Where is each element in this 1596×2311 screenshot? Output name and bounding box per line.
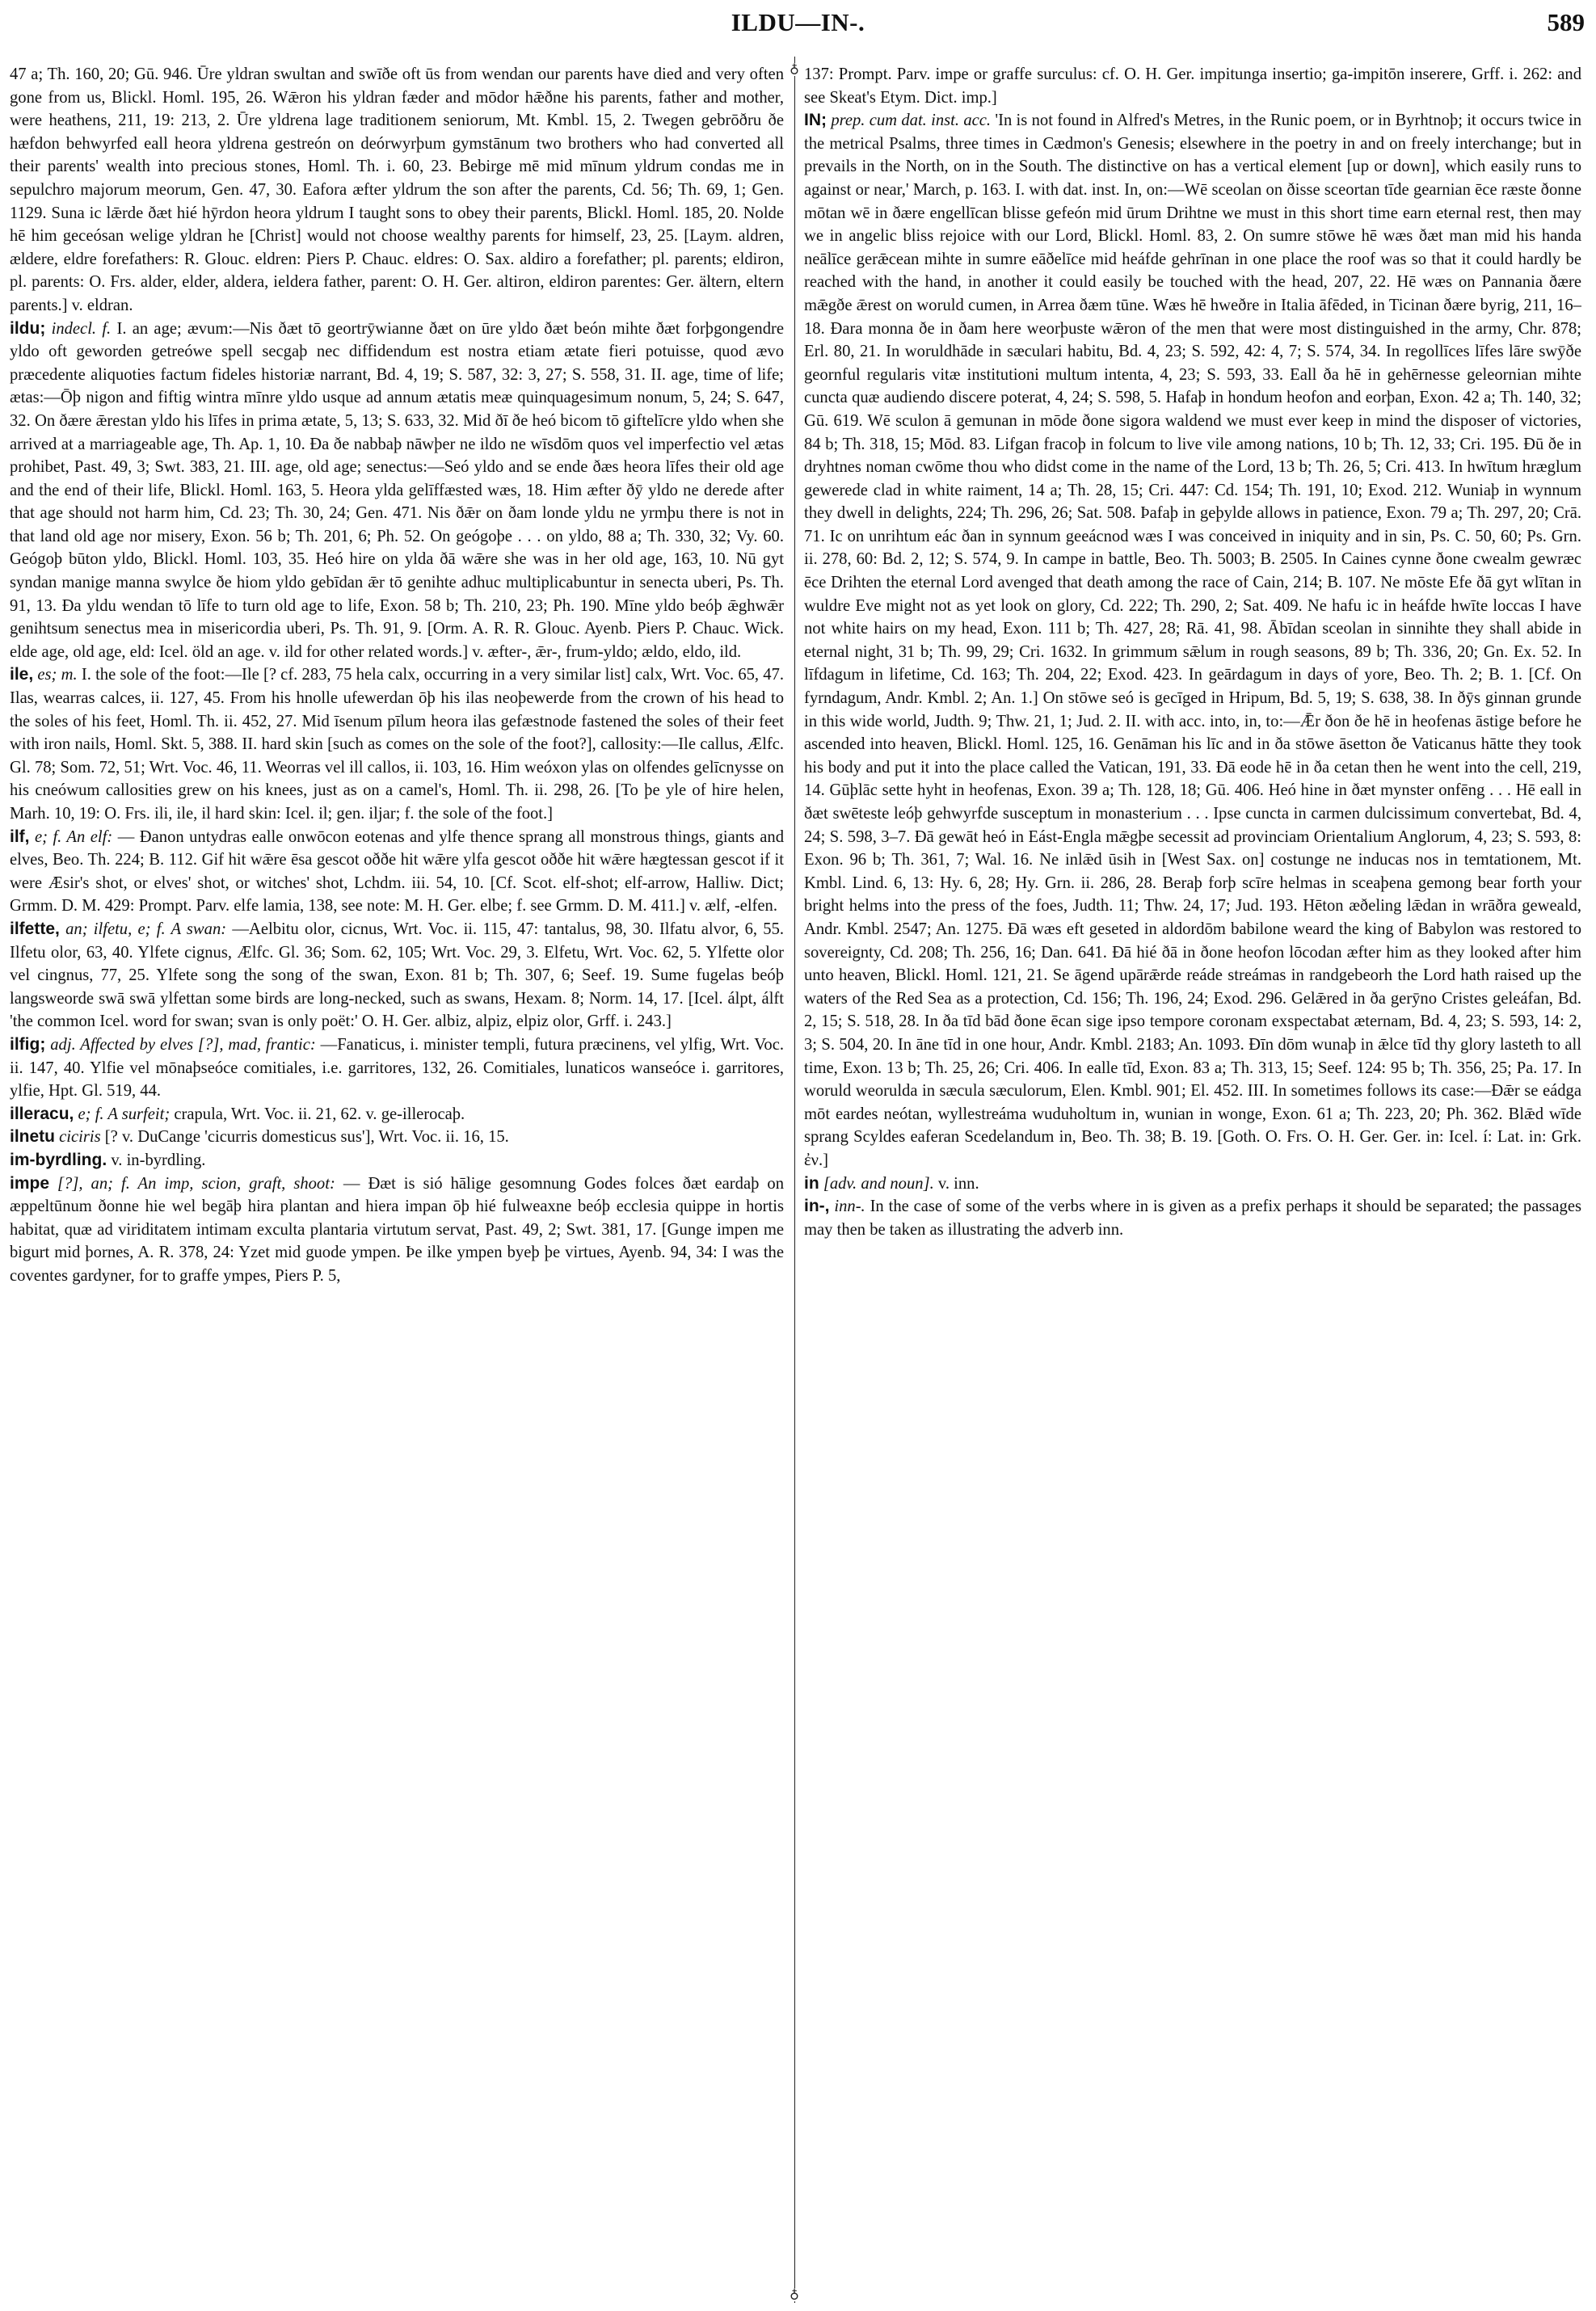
entry-grammar: es; m.: [37, 666, 78, 684]
entry-headword: IN;: [804, 111, 827, 130]
entry-grammar: prep. cum dat. inst. acc.: [831, 112, 992, 130]
dictionary-entry: [804, 109, 1581, 1172]
entry-grammar: e; f. An elf:: [34, 827, 113, 846]
entry-definition: 'In is not found in Alfred's Metres, in the Runic poem, or in Byrhtnoþ; it occurs twice in the metrical Psalms, three times in Cædmon's Genesis; elsewhere in the poetry in and on freely interchange; but in prevails in the North, on in the South. The distinctive on has a vertical element [up or down], which easily runs to against or near,' March, p. 163. I. with dat. inst. In, on:—Wē sceolan on ðisse sceortan tīde gearnian ēce ræste ðonne mōtan wē in ðære engellīcan blisse gefeón mid ūrum Drihtne we must in this short time earn eternal rest, then may we in angelic bliss rejoice with our Lord, Blickl. Homl. 83, 2. On sumre stōwe hē wæs ðæt man mid his handa neālīce gerǣcean mihte in sumre eāðelīce mid heáfde gehrīnan in one place the roof was so that it could hardly be reached with the hand, in another it could easily be touched with the head, 207, 22. Hē wæs on Pannania ðære mǣgðe ǣrest on woruld cumen, in Arrea ðæm tūne. Wæs hē hweðre in Italia āfēded, in Ticinan ðære byrig, 211, 16–18. Ðara monna ðe in ðam here weorþuste wǣron of the men that were most distinguished in the army, Chr. 878; Erl. 80, 21. In woruldhāde in sæculari habitu, Bd. 4, 23; S. 592, 42: 4, 7; S. 574, 34. In regollīces līfes lāre swȳðe geornful regularis vitæ institutioni multum intenta, 4, 23; S. 593, 33. Eall ða hē in gehērnesse geleornian mihte cuncta quæ audiendo discere poterat, 4, 24; S. 598, 5. Hafaþ in hondum heofon and eorþan, Exon. 42 a; Th. 140, 32; Gū. 619. Wē sculon ā gemunan in mōde ðone sigora waldend we must ever keep in mind the disposer of victories, 84 b; Th. 318, 15; Mōd. 83. Lifgan fracoþ in folcum to live vile among nations, 10 b; Th. 12, 33; Cri. 195. Ðū ðe in dryhtnes noman cwōme thou who didst come in the name of the Lord, 13 b; Th. 26, 5; Cri. 413. In hwītum hræglum gewerede clad in white raiment, 14 a; Th. 28, 15; Cri. 447: Cd. 154; Th. 191, 10; Exod. 212. Wuniaþ in wynnum they dwell in delights, 224; Th. 296, 26; Sat. 508. Þafaþ in geþylde allows in patience, Exon. 79 a; Th. 297, 20; Crā. 71. Ic on unrihtum eác ðan in synnum geeácnod wæs I was conceived in iniquity and in sin, Ps. C. 50, 60; Ps. Grn. ii. 278, 60: Bd. 2, 12; S. 574, 9. In campe in battle, Beo. Th. 5003; B. 2505. In Caines cynne ðone cwealm gewræc ēce Drihten the eternal Lord avenged that death among the race of Cain, 214; B. 107. Ne mōste Efe ðā gyt wlītan in wuldre Eve might not as yet look on glory, Cd. 222; Th. 290, 2; Sat. 409. Ne hafu ic in heáfde hwīte loccas I have not white hairs on my head, Exon. 111 b; Th. 427, 28; Rā. 41, 98. Ābīdan sceolan in sinnihte they shall abide in eternal night, 31 b; Th. 99, 29; Cri. 1632. In grimmum sǣlum in rough seasons, 89 b; Th. 336, 20; Gn. Ex. 52. In līfdagum in lifetime, Cd. 163; Th. 204, 22; Exod. 423. In geārdagum in days of yore, Beo. Th. 2; B. 1. [Cf. On fyrndagum, Andr. Kmbl. 2; An. 1.] On stōwe seó is gecīged in Hripum, Bd. 5, 19; S. 638, 38. In ðȳs ginnan grunde in this wide world, Judth. 9; Thw. 21, 1; Jud. 2. II. with acc. into, in, to:—Ǣr ðon ðe hē in heofenas āstige before he ascended into heaven, Blickl. Homl. 125, 16. Genāman his līc and in ða stōwe āsetton ðe Vaticanus hātte they took his body and put it into the place called the Vatican, 191, 33. Ðā eode hē in ða cetan then he went into the cell, 219, 14. Gūþlāc sette hyht in heofenas, Exon. 39 a; Th. 128, 18; Gū. 406. Heó hine in ðæt mynster onfēng . . . Hē eall in ðæt swēteste leóþ gehwyrfde susceptum in monasterium . . . Ipse cuncta in carmen dulcissimum convertebat, Bd. 4, 24; S. 598, 3–7. Ðā gewāt heó in Eást-Engla mǣgþe secessit ad provinciam Orientalium Anglorum, 4, 23; S. 593, 8: Exon. 96 b; Th. 361, 7; Wal. 16. Ne inlǣd ūsih in [West Sax. on] costunge ne inducas nos in temtationem, Mt. Kmbl. Lind. 6, 13: Hy. 6, 28; Hy. Grn. ii. 286, 28. Beraþ forþ scīre helmas in sceaþena gemong bear forth your bright helms into the press of the foes, Judth. 11; Thw. 24, 17; Jud. 193. Hēton æðeling lǣdan in wrāðra geweald, Andr. Kmbl. 2547; An. 1275. Ðā wæs eft geseted in aldordōm babilone weard the king of Babylon was restored to sovereignty, Cd. 208; Th. 256, 16; Dan. 641. Ðā hié ðā in ðone heofon lōcodan æfter him as they looked after him unto heaven, Blickl. Homl. 121, 21. Se āgend upārǣrde reáde streámas in randgebeorh the Lord hath raised up the waters of the Red Sea as a protection, Cd. 156; Th. 196, 24; Exod. 296. Gelǣred in ða gerȳno Cristes geleáfan, Bd. 2, 15; S. 518, 28. In ða tīd bād ðone ēcan sige ipso tempore coronam exspectabat æternam, Bd. 4, 23; S. 593, 14: 2, 3; S. 504, 20. In āne tīd in one hour, Andr. Kmbl. 2183; An. 1093. Ðīn dōm wunaþ in ǣlce tīd thy glory lasteth to all time, Exon. 13 b; Th. 25, 26; Cri. 406. In ealle tīd, Exon. 83 a; Th. 313, 15; Seef. 124: 95 b; Th. 356, 25; Pa. 17. In woruld weorulda in sæcula sæculorum, Elen. Kmbl. 901; El. 452. III. In sometimes follows its case:—Ðǣr se eádga mōt eardes neótan, wyllestreáma wuduholtum in, wunian in wonge, Exon. 61 a; Th. 223, 20; Ph. 362. Blǣd wīde sprang Scyldes eaferan Scedelandum in, Beo. Th. 38; B. 19. [Goth. O. Frs. O. H. Ger. Ger. in: Icel. í: Lat. in: Grk. ἐν.]: [804, 112, 1581, 1169]
entry-definition: I. the sole of the foot:—Ile [? cf. 283, 75 hela calx, occurring in a very similar list] calx, Wrt. Voc. 65, 47. Ilas, wearras calces, ii. 127, 45. From his hnolle ufewerdan ōþ his ilas neoþewerde from the crown of his head to the soles of his feet, Homl. Th. ii. 452, 27. Mid īsenum pīlum heora ilas gefæstnode fastened the soles of their feet with iron nails, Homl. Skt. 5, 388. II. hard skin [such as comes on the sole of the foot?], callosity:—Ile callus, Ælfc. Gl. 78; Som. 72, 51; Wrt. Voc. 46, 11. Weorras vel ill callos, ii. 103, 16. Him weóxon ylas on olfendes gelīcnysse on his cneówum callosities grew on his knees, just as on a camel's, Homl. Th. ii. 298, 26. [To þe yle of hire helen, Marh. 10, 19: O. Frs. ili, ile, il hard skin: Icel. il; gen. iljar; f. the sole of the foot.]: [10, 666, 784, 823]
entry-definition: In the case of some of the verbs where in is given as a prefix perhaps it should be separated; the passages may then be taken as illustrating the adverb inn.: [804, 1198, 1581, 1239]
entry-headword: ilnetu: [10, 1127, 55, 1147]
divider-ornament-icon: ♁: [788, 2288, 801, 2301]
dictionary-entry: [804, 1195, 1581, 1241]
entry-grammar: e; f. A surfeit;: [78, 1105, 171, 1123]
entry-grammar: ciciris: [59, 1128, 101, 1147]
right-entry-list: [804, 109, 1581, 1241]
dictionary-entry: [10, 918, 784, 1033]
continued-entry-text: 47 a; Th. 160, 20; Gū. 946. Ūre yldran swultan and swīðe oft ūs from wendan our parents have died and very often gone from us, Blickl. Homl. 195, 26. Wǣron his yldran fæder and mōdor hǣðne his parents, father and mother, were heathens, 211, 19: 213, 2. Ūre yldrena lage traditionem seniorum, Mt. Kmbl. 15, 2. Twegen gebrōðru ðe hæfdon behwyrfed eall heora yldrena gestreón on deórwyrþum gymstānum two brothers who had converted all their parents' wealth into precious stones, Homl. Th. i. 60, 23. Bebirge mē mid mīnum yldrum condas me in sepulchro majorum meorum, Gen. 47, 30. Eafora æfter yldrum the son after the parents, Cd. 56; Th. 69, 1; Gen. 1129. Suna ic lǣrde ðæt hié hȳrdon heora yldrum I taught sons to obey their parents, Blickl. Homl. 185, 20. Nolde hē him geceósan welige yldran he [Christ] would not choose wealthy parents for himself, 23, 25. [Laym. aldren, ældere, eldre forefathers: R. Glouc. eldren: Piers P. Chauc. eldres: O. Sax. aldiro a forefather; pl. parents; eldiron, pl. parents: O. Frs. alder, elder, aldera, ieldera father, parent: O. H. Ger. altiron, eldiron parentes: Ger. ältern, eltern parents.] v. eldran.: [10, 65, 784, 314]
right-column: [804, 63, 1581, 2301]
entry-definition: [? v. DuCange 'cicurris domesticus sus'], Wrt. Voc. ii. 16, 15.: [104, 1128, 509, 1147]
entry-definition: — Ðæt is sió hālige gesomnung Godes folces ðæt eardaþ on æppeltūnum ðonne hie wel begāþ hira plantan and hiera impan ōþ hié fulweaxne beóþ ecclesia quippe in hortis habitat, quæ ad viriditatem intimam exculta plantaria virtutum servat, Past. 49, 2; Swt. 381, 17. [Gunge impen me bigurt mid þornes, A. R. 378, 24: Yzet mid guode ympen. Þe ilke ympen byeþ þe virtues, Ayenb. 94, 34: I was the coventes gardyner, for to graffe ympes, Piers P. 5,: [10, 1174, 784, 1285]
continued-entry-text: 137: Prompt. Parv. impe or graffe surculus: cf. O. H. Ger. impitunga insertio; ga-impitōn inserere, Grff. i. 262: and see Skeat's Etym. Dict. imp.]: [804, 65, 1581, 107]
dictionary-entry: [10, 1103, 784, 1126]
left-entry-list: [10, 318, 784, 1288]
entry-definition: crapula, Wrt. Voc. ii. 21, 62. v. ge-illerocaþ.: [174, 1105, 465, 1123]
divider-ornament-icon: ♁: [788, 63, 801, 76]
entry-grammar: indecl. f.: [51, 319, 112, 338]
entry-headword: ildu;: [10, 318, 46, 338]
entry-grammar: an; ilfetu, e; f. A swan:: [65, 920, 227, 938]
dictionary-entry: [10, 663, 784, 825]
entry-definition: v. in-byrdling.: [111, 1151, 206, 1169]
entry-grammar: [adv. and noun].: [823, 1174, 934, 1193]
entry-grammar: adj. Affected by elves [?], mad, frantic:: [50, 1035, 316, 1054]
dictionary-entry: [10, 1149, 784, 1172]
entry-headword: in-,: [804, 1197, 830, 1216]
running-head: ILDU—IN-.: [731, 8, 865, 36]
page-number: 589: [1547, 8, 1585, 36]
entry-headword: impe: [10, 1173, 50, 1193]
column-divider: [794, 57, 795, 2303]
entry-definition: —Fanaticus, i. minister templi, futura præcinens, vel ylfig, Wrt. Voc. ii. 147, 40. Ylfie vel mōnaþseóce comitiales, i.e. garritores, 132, 26. Comitiales, lunaticos wanseóce i. garritores, ylfie, Hpt. Gl. 519, 44.: [10, 1035, 784, 1101]
entry-definition: —Aelbitu olor, cicnus, Wrt. Voc. ii. 115, 47: tantalus, 98, 30. Ilfatu alvor, 6, 55. Ilfetu olor, 63, 40. Ylfete cignus, Ælfc. Gl. 36; Som. 62, 105; Wrt. Voc. 29, 3. Elfetu, Wrt. Voc. 62, 5. Ylfette olor vel cingnus, 77, 25. Ylfete song the song of the swan, Exon. 81 b; Th. 307, 6; Seef. 19. Sume fugelas beóþ langsweorde swā swā ylfettan some birds are long-necked, such as swans, Hexam. 8; Norm. 14, 17. [Icel. álpt, álft 'the common Icel. word for swan; svan is only poët:' O. H. Ger. albiz, alpiz, elpiz olor, Grff. i. 243.]: [10, 920, 784, 1031]
entry-definition: — Ðanon untydras ealle onwōcon eotenas and ylfe thence sprang all monstrous things, giants and elves, Beo. Th. 224; B. 112. Gif hit wǣre ēsa gescot oððe hit wǣre ylfa gescot oððe hit wǣre hægtessan gescot if it were Æsir's shot, or elves' shot, or witches' shot, Lchdm. iii. 54, 10. [Cf. Scot. elf-shot; elf-arrow, Halliw. Dict; Grmm. D. M. 429: Prompt. Parv. elfe lamia, 138, see note: M. H. Ger. elbe; f. see Grmm. D. M. 411.] v. ælf, -elfen.: [10, 827, 784, 916]
entry-definition: v. inn.: [937, 1174, 979, 1193]
entry-grammar: inn-.: [834, 1198, 865, 1216]
dictionary-entry: [10, 826, 784, 918]
entry-headword: im-byrdling.: [10, 1150, 107, 1169]
dictionary-entry: [804, 1172, 1581, 1196]
page-header: [0, 6, 1596, 39]
dictionary-entry: [10, 318, 784, 664]
entry-grammar: [?], an; f. An imp, scion, graft, shoot:: [57, 1174, 335, 1193]
entry-headword: ilf,: [10, 827, 30, 846]
dictionary-entry: [10, 1172, 784, 1288]
dictionary-entry: [10, 1033, 784, 1103]
entry-headword: ilfig;: [10, 1034, 46, 1054]
entry-definition: I. an age; ævum:—Nis ðæt tō geortrȳwianne ðæt on ūre yldo ðæt beón mihte ðæt forþgongendre yldo oft geworden getreówe spell secgaþ nec diffidendum est nostra etiam ætate fieri potuisse, quod ævo præcedente aliquoties factum fideles historiæ narrant, Bd. 4, 19; S. 587, 32: 3, 27; S. 558, 31. II. age, time of life; ætas:—Ōþ nigon and fiftig wintra mīnre yldo usque ad annum ætatis meæ quinquagesimum nonum, 5, 24; S. 647, 32. On ðære ǣrestan yldo his līfes in prima ætate, 5, 13; S. 633, 32. Mid ðī ðe heó bicom tō giftelīcre yldo when she arrived at a marriageable age, Th. Ap. 1, 10. Ða ðe nabbaþ nāwþer ne ildo ne wīsdōm quos vel imperfectio vel ætas prohibet, Past. 49, 3; Swt. 383, 21. III. age, old age; senectus:—Seó yldo and se ende ðæs heora līfes their old age and the end of their life, Blickl. Homl. 163, 5. Heora ylda gelīffæsted wæs, 18. Him æfter ðȳ yldo ne derede after that age should not harm him, Cd. 23; Th. 30, 24; Gen. 471. Nis ðǣr on ðam londe yldu ne yrmþu there is not in that land old age nor misery, Exon. 56 b; Th. 201, 6; Ph. 52. On geógoþe . . . on yldo, 88 a; Th. 330, 32; Vy. 60. Geógoþ būton yldo, Blickl. Homl. 103, 35. Heó hire on ylda ðā wǣre she was in her old age, 163, 10. Nū gyt syndan manige manna swylce ðe hiom yldo gebīdan ǣr tō genihte adhuc multiplicabuntur in senecta uberi, Ps. Th. 91, 13. Ða yldu wendan tō līfe to turn old age to life, Exon. 58 b; Th. 210, 23; Ph. 190. Mīne yldo beóþ ǣghwǣr genihtsum senectus mea in misericordia uberi, Ps. Th. 91, 9. [Orm. A. R. R. Glouc. Ayenb. Piers P. Chauc. Wick. elde age, old age, eld: Icel. öld an age. v. ild for other related words.] v. æfter-, ǣr-, frum-yldo; ældo, eldo, ild.: [10, 319, 784, 661]
entry-headword: ile,: [10, 665, 34, 684]
dictionary-entry: [10, 1126, 784, 1149]
entry-headword: illeracu,: [10, 1104, 74, 1123]
entry-headword: ilfette,: [10, 919, 60, 938]
entry-headword: in: [804, 1173, 819, 1193]
left-column: [10, 63, 784, 2301]
